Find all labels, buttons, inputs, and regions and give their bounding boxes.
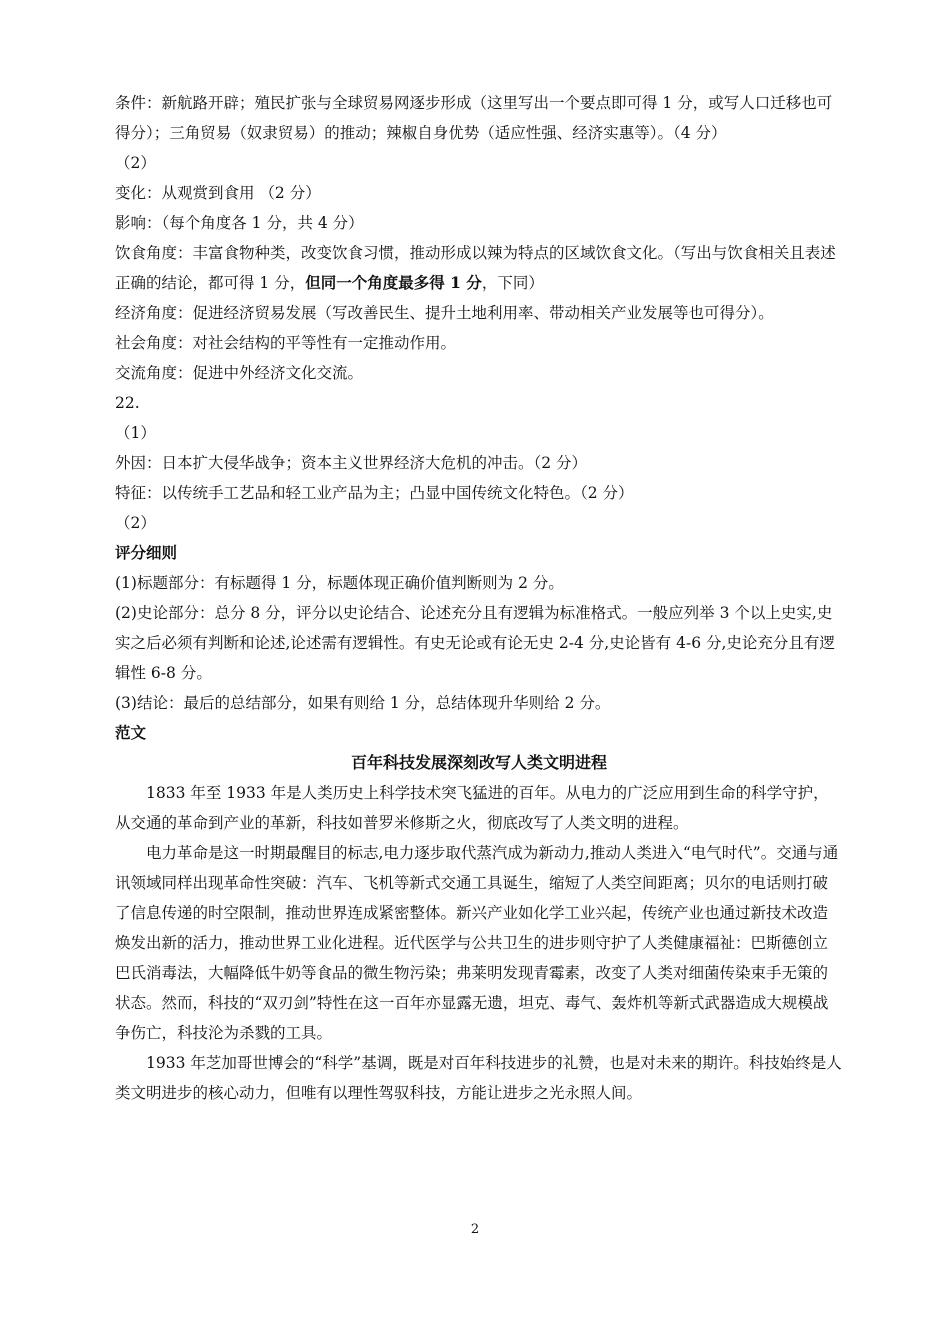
sample-heading: 范文: [115, 723, 147, 742]
q22-features: 特征：以传统手工艺品和轻工业产品为主；凸显中国传统文化特色。（2 分）: [115, 484, 634, 502]
q21-economy: 经济角度：促进经济贸易发展（写改善民生、提升土地利用率、带动相关产业发展等也可得分）。: [115, 304, 774, 322]
q21-change: 变化：从观赏到食用 （2 分）: [115, 184, 321, 202]
q22-part2-label: （2）: [115, 514, 156, 532]
q21-diet-text: 饮食角度：丰富食物种类，改变饮食习惯，推动形成以辣为特点的区域饮食文化。（写出与饮食相关且表述正确的结论，都可得 1 分，: [115, 244, 836, 292]
q21-diet-bold: 但同一个角度最多得 1 分: [305, 273, 482, 292]
q22-external: 外因：日本扩大侵华战争；资本主义世界经济大危机的冲击。（2 分）: [115, 454, 588, 472]
essay-title: 百年科技发展深刻改写人类文明进程: [350, 753, 607, 772]
q21-society: 社会角度：对社会结构的平等性有一定推动作用。: [115, 334, 457, 352]
q21-impact-intro: 影响：（每个角度各 1 分，共 4 分）: [115, 214, 364, 232]
q22-part1-label: （1）: [115, 424, 156, 442]
q21-diet-tail: ，下同）: [481, 274, 544, 292]
q21-diet: [115, 238, 843, 298]
q22-number: 22.: [115, 394, 140, 412]
rubric-item-3: (3)结论：最后的总结部分，如果有则给 1 分，总结体现升华则给 2 分。: [115, 694, 611, 712]
essay-paragraph-3: 1933 年芝加哥世博会的“科学”基调，既是对百年科技进步的礼赞，也是对未来的期许。科技始终是人类文明进步的核心动力，但唯有以理性驾驭科技，方能让进步之光永照人间。: [115, 1054, 842, 1102]
page-number: 2: [470, 1222, 480, 1237]
q21-part2-label: （2）: [115, 154, 156, 172]
rubric-item-1: (1)标题部分：有标题得 1 分，标题体现正确价值判断则为 2 分。: [115, 574, 564, 592]
answer-content: [115, 88, 843, 1108]
essay-paragraph-2: 电力革命是这一时期最醒目的标志,电力逐步取代蒸汽成为新动力,推动人类进入“电气时代”。交通与通讯领域同样出现革命性突破：汽车、飞机等新式交通工具诞生，缩短了人类空间距离；贝尔的电话则打破了信息传递的时空限制，推动世界连成紧密整体。新兴产业如化学工业兴起，传统产业也通过新技术改造焕发出新的活力，推动世界工业化进程。近代医学与公共卫生的进步则守护了人类健康福祉：巴斯德创立巴氏消毒法，大幅降低牛奶等食品的微生物污染；弗莱明发现青霉素，改变了人类对细菌传染束手无策的状态。然而，科技的“双刃剑”特性在这一百年亦显露无遗，坦克、毒气、轰炸机等新式武器造成大规模战争伤亡，科技沦为杀戮的工具。: [115, 844, 839, 1042]
q21-exchange: 交流角度：促进中外经济文化交流。: [115, 364, 364, 382]
q21-conditions: 条件：新航路开辟；殖民扩张与全球贸易网逐步形成（这里写出一个要点即可得 1 分，或写人口迁移也可得分）；三角贸易（奴隶贸易）的推动；辣椒自身优势（适应性强、经济实惠等）。（4 分）: [115, 94, 833, 142]
essay-paragraph-1: 1833 年至 1933 年是人类历史上科学技术突飞猛进的百年。从电力的广泛应用到生命的科学守护，从交通的革命到产业的革新，科技如普罗米修斯之火，彻底改写了人类文明的进程。: [115, 784, 829, 832]
rubric-heading: 评分细则: [115, 543, 178, 562]
rubric-item-2: (2)史论部分：总分 8 分，评分以史论结合、论述充分且有逻辑为标准格式。一般应列举 3 个以上史实,史实之后必须有判断和论述,论述需有逻辑性。有史无论或有论无史 2-4 分,史论皆有 4-6 分,史论充分且有逻辑性 6-8 分。: [115, 604, 835, 682]
